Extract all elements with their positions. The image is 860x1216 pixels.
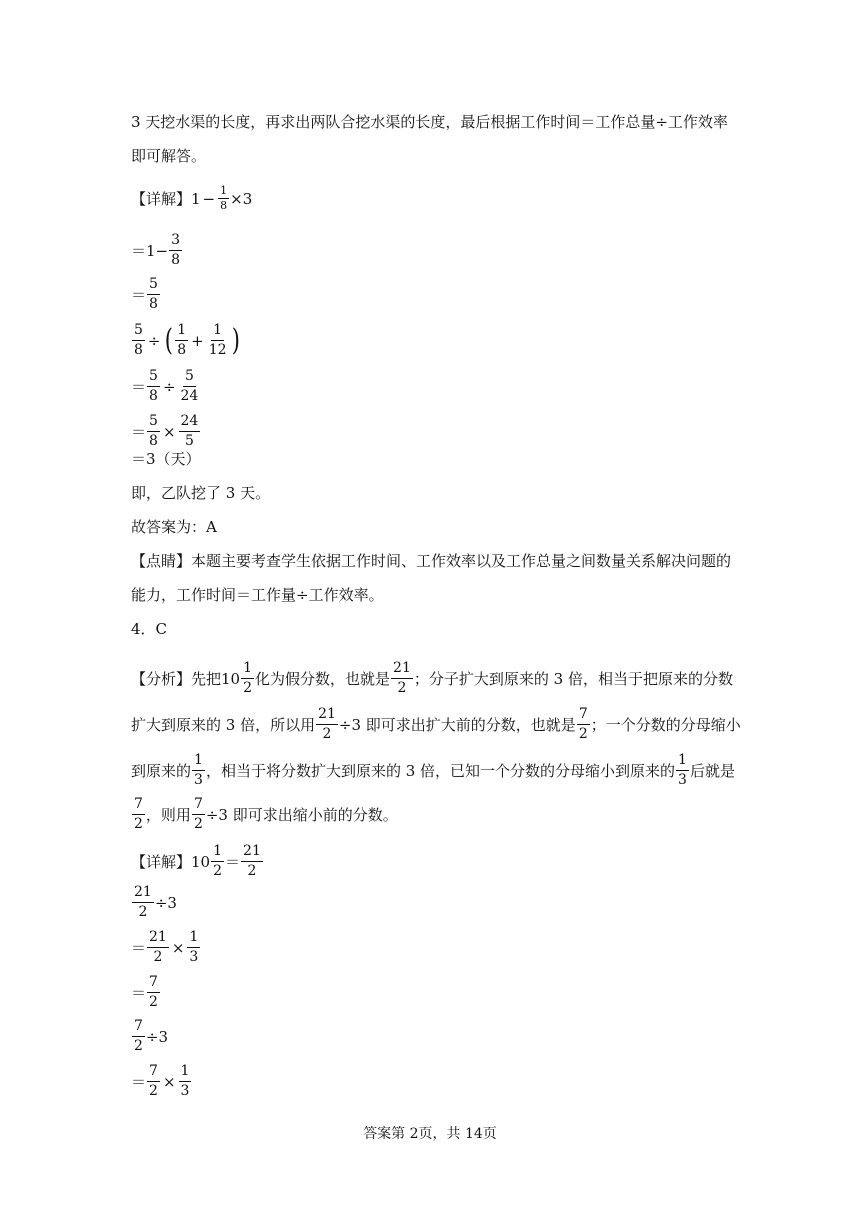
fraction (192, 752, 205, 789)
denominator: 2 (153, 949, 163, 965)
numerator: 7 (147, 1063, 160, 1082)
text-line (131, 706, 740, 743)
denominator: 8 (134, 342, 143, 358)
text: 【分析】先把10 (131, 669, 241, 688)
operator: × (162, 1072, 176, 1091)
text: ÷3 (145, 1027, 169, 1046)
question-number (131, 619, 740, 639)
right-paren: ) (231, 322, 240, 358)
text-line (131, 483, 740, 503)
fraction (132, 796, 145, 833)
fraction (241, 843, 263, 880)
text: 后就是 (689, 761, 735, 780)
numerator: 1 (211, 843, 224, 862)
equals: ＝ (131, 938, 147, 957)
operator: + (191, 331, 204, 350)
denominator: 2 (193, 816, 203, 832)
denominator: 8 (220, 199, 228, 212)
fraction (147, 929, 169, 966)
numerator: 5 (147, 276, 160, 295)
text-line (131, 449, 740, 469)
denominator: 2 (247, 863, 257, 879)
numerator: 1 (187, 929, 200, 948)
text: ；分子扩大到原来的 3 倍，相当于把原来的分数 (413, 669, 733, 688)
operator: ÷ (147, 331, 161, 350)
denominator: 8 (171, 252, 181, 268)
equation-line (131, 843, 740, 880)
denominator: 2 (134, 816, 143, 832)
numerator: 7 (147, 974, 160, 993)
fraction (147, 1063, 160, 1100)
text-line (131, 112, 740, 132)
denominator: 5 (184, 433, 194, 449)
numerator: 21 (241, 843, 263, 862)
fraction (179, 368, 201, 405)
text: ×3 (230, 189, 253, 208)
fraction (132, 884, 154, 921)
fraction (169, 232, 182, 269)
text-line (131, 517, 740, 537)
numerator: 21 (391, 660, 413, 679)
denominator: 2 (138, 904, 148, 920)
text: ＝ (131, 285, 147, 304)
fraction (179, 413, 201, 450)
text: 即，乙队挖了 3 天。 (131, 484, 271, 502)
text: 4．C (131, 620, 168, 638)
equation-line (131, 368, 740, 405)
numerator: 1 (192, 752, 205, 771)
denominator: 2 (149, 994, 158, 1010)
denominator: 8 (149, 433, 158, 449)
equation-line (131, 1018, 740, 1055)
equation-line (131, 929, 740, 966)
text: 【详解】10 (131, 852, 211, 871)
text: 【点睛】本题主要考查学生依据工作时间、工作效率以及工作总量之间数量关系解决问题的 (131, 552, 732, 570)
fraction (316, 706, 338, 743)
denominator: 2 (578, 726, 588, 742)
operator: × (162, 422, 176, 441)
fraction (179, 1063, 192, 1100)
fraction (147, 368, 160, 405)
left-paren: ( (164, 322, 173, 358)
denominator: 8 (177, 342, 187, 358)
denominator: 2 (149, 1083, 158, 1099)
fraction (207, 322, 229, 359)
equals: ＝ (131, 377, 147, 396)
denominator: 3 (678, 772, 687, 788)
numerator: 21 (132, 884, 154, 903)
text: 能力，工作时间＝工作量÷工作效率。 (131, 586, 384, 604)
operator: ÷ (162, 377, 176, 396)
equation-line (131, 1063, 740, 1100)
numerator: 1 (241, 660, 254, 679)
text: 3 天挖水渠的长度，再求出两队合挖水渠的长度，最后根据工作时间＝工作总量÷工作效率 (131, 113, 728, 131)
numerator: 7 (192, 796, 205, 815)
numerator: 5 (132, 322, 145, 341)
denominator: 12 (208, 342, 227, 358)
fraction (391, 660, 413, 697)
numerator: 7 (132, 1018, 145, 1037)
denominator: 2 (134, 1038, 143, 1054)
equation-line (131, 974, 740, 1011)
fraction (132, 1018, 145, 1055)
numerator: 3 (169, 232, 182, 251)
text-line (131, 660, 740, 697)
text: ＝1− (131, 241, 169, 260)
denominator: 24 (180, 388, 199, 404)
text: ÷3 (154, 893, 177, 912)
text: 到原来的 (131, 761, 192, 780)
numerator: 7 (132, 796, 145, 815)
numerator: 21 (147, 929, 169, 948)
fraction (147, 974, 160, 1011)
text-line (131, 752, 740, 789)
numerator: 21 (316, 706, 338, 725)
equation-line (131, 413, 740, 450)
text: 故答案为：A (131, 518, 217, 536)
text: ，相当于将分数扩大到原来的 3 倍，已知一个分数的分母缩小到原来的 (205, 761, 676, 780)
text-line (131, 146, 740, 166)
text-line (131, 585, 740, 605)
denominator: 3 (189, 949, 199, 965)
fraction (132, 322, 145, 359)
numerator: 24 (179, 413, 201, 432)
numerator: 5 (147, 368, 160, 387)
numerator: 5 (147, 413, 160, 432)
denominator: 2 (322, 726, 332, 742)
numerator: 5 (183, 368, 196, 387)
operator: − (202, 189, 216, 208)
text: 扩大到原来的 3 倍，所以用 (131, 715, 316, 734)
text: 即可解答。 (131, 147, 207, 165)
fraction (192, 796, 205, 833)
equals: ＝ (131, 983, 147, 1002)
denominator: 2 (213, 863, 223, 879)
numerator: 1 (179, 1063, 192, 1082)
equation-line (131, 884, 740, 921)
fraction (211, 843, 224, 880)
fraction (577, 706, 590, 743)
fraction (147, 276, 160, 313)
fraction (218, 185, 229, 212)
denominator: 8 (149, 388, 158, 404)
text: ÷3 即可求出扩大前的分数，也就是 (338, 715, 576, 734)
text-line (131, 796, 740, 833)
equation-line (131, 232, 740, 269)
fraction (175, 322, 188, 359)
text: 【详解】1 (131, 189, 201, 208)
fraction (147, 413, 160, 450)
text: ，则用 (145, 805, 191, 824)
equals: ＝ (131, 422, 147, 441)
operator: × (171, 938, 185, 957)
text: ；一个分数的分母缩小 (590, 715, 741, 734)
numerator: 1 (220, 184, 228, 197)
numerator: 1 (676, 752, 689, 771)
equals: ＝ (225, 852, 241, 871)
equation-line (131, 185, 740, 212)
fraction (676, 752, 689, 789)
fraction (187, 929, 200, 966)
equals: ＝ (131, 1072, 147, 1091)
equation-line (131, 322, 740, 359)
page-footer: 答案第 2页，共 14页 (363, 1126, 497, 1142)
numerator: 1 (211, 322, 224, 341)
denominator: 2 (397, 680, 407, 696)
text: 化为假分数，也就是 (255, 669, 391, 688)
text: ＝3（天） (131, 450, 201, 468)
numerator: 7 (577, 706, 590, 725)
text: ÷3 即可求出缩小前的分数。 (205, 805, 398, 824)
denominator: 3 (180, 1083, 190, 1099)
equation-line (131, 276, 740, 313)
denominator: 2 (243, 680, 253, 696)
denominator: 3 (194, 772, 203, 788)
text-line (131, 551, 740, 571)
numerator: 1 (175, 322, 188, 341)
fraction (241, 660, 254, 697)
denominator: 8 (149, 296, 158, 312)
